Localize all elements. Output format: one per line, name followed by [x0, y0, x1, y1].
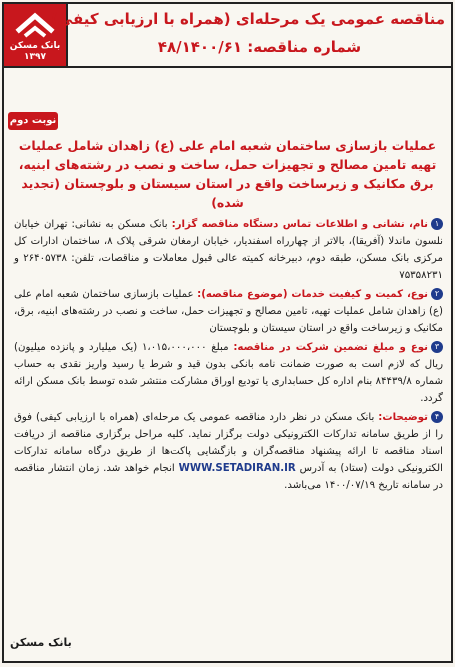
tender-number: شماره مناقصه: ۴۸/۱۴۰۰/۶۱ [157, 38, 362, 56]
item-heading: نوع، کمیت و کیفیت خدمات (موضوع مناقصه): [197, 289, 428, 300]
item-heading: توضیحات: [378, 412, 428, 423]
item-text: مبلغ ۱،۰۱۵،۰۰۰،۰۰۰ (یک میلیارد و پانزده میلیون) ریال که لازم است به صورت ضمانت نامه بانکی بدون قید و شرط یا رسید واریز نقدی به حساب شماره ۸۴۴۳۹/۸ بنام اداره کل حسابداری یا تودیع اوراق مشارکت منتشر شده توسط بانک مسکن ارائه گردد. [14, 342, 443, 404]
notice-header [4, 4, 451, 68]
list-item [14, 286, 443, 337]
list-item [14, 409, 443, 494]
tender-notice [2, 2, 453, 663]
notice-body [14, 216, 443, 496]
item-number: ۲ [431, 288, 443, 300]
item-number: ۱ [431, 218, 443, 230]
list-item [14, 216, 443, 284]
item-number: ۳ [431, 341, 443, 353]
tender-subject: عملیات بازسازی ساختمان شعبه امام علی (ع) زاهدان شامل عملیات تهیه تامین مصالح و تجهیزات حمل، ساخت و نصب در رشته‌های ابنیه، برق مکانیک و زیرساخت واقع در استان سیستان و بلوچستان (تجدید شده) [18, 138, 437, 210]
logo-year: ۱۳۹۷ [24, 52, 46, 62]
logo-bank-name: بانک مسکن [9, 41, 61, 51]
footer-bank-name: بانک مسکن [10, 636, 72, 649]
item-text: بانک مسکن به نشانی: تهران خیابان نلسون ماندلا (آفریقا)، بالاتر از چهارراه اسفندیار، خیابان ارمغان شرقی پلاک ۸، ساختمان ادارات کل مرکزی بانک مسکن، طبقه دوم، دبیرخانه کمیته عالی قبول معاملات و مناقصات، تلفن: ۲۶۴۰۵۷۳۸ و ۷۵۳۵۸۲۳۱ [14, 219, 444, 281]
item-text: بانک مسکن در نظر دارد مناقصه عمومی یک مرحله‌ای (همراه با ارزیابی کیفی) فوق را از طریق سامانه تدارکات الکترونیکی دولت برگزار نماید. کلیه مراحل برگزاری مناقصه از دریافت اسناد مناقصه تا ارائه پیشنهاد مناقصه‌گران و بازگشایی پاکت‌ها از طریق درگاه سامانه تدارکات الکترونیکی دولت (ستاد) به آدرس [14, 412, 443, 474]
item-heading: نام، نشانی و اطلاعات تماس دستگاه مناقصه گزار: [171, 219, 428, 230]
item-number: ۴ [431, 411, 443, 423]
list-item [14, 339, 443, 407]
house-icon [15, 10, 55, 40]
setadiran-link[interactable]: WWW.SETADIRAN.IR [178, 463, 296, 474]
item-text: عملیات بازسازی ساختمان شعبه امام علی (ع) زاهدان شامل عملیات تهیه، تامین مصالح و تجهیزات حمل، ساخت و نصب در رشته‌های ابنیه، برق، مکانیک و زیرساخت واقع در استان سیستان و بلوچستان [14, 289, 443, 334]
notice-title: مناقصه عمومی یک مرحله‌ای (همراه با ارزیابی کیفی) [50, 10, 445, 28]
item-text-continued: انجام خواهد شد. زمان انتشار مناقصه در سامانه تاریخ ۱۴۰۰/۰۷/۱۹ می‌باشد. [14, 463, 443, 491]
item-heading: نوع و مبلغ تضمین شرکت در مناقصه: [233, 342, 428, 353]
round-badge: نوبت دوم [8, 112, 58, 130]
